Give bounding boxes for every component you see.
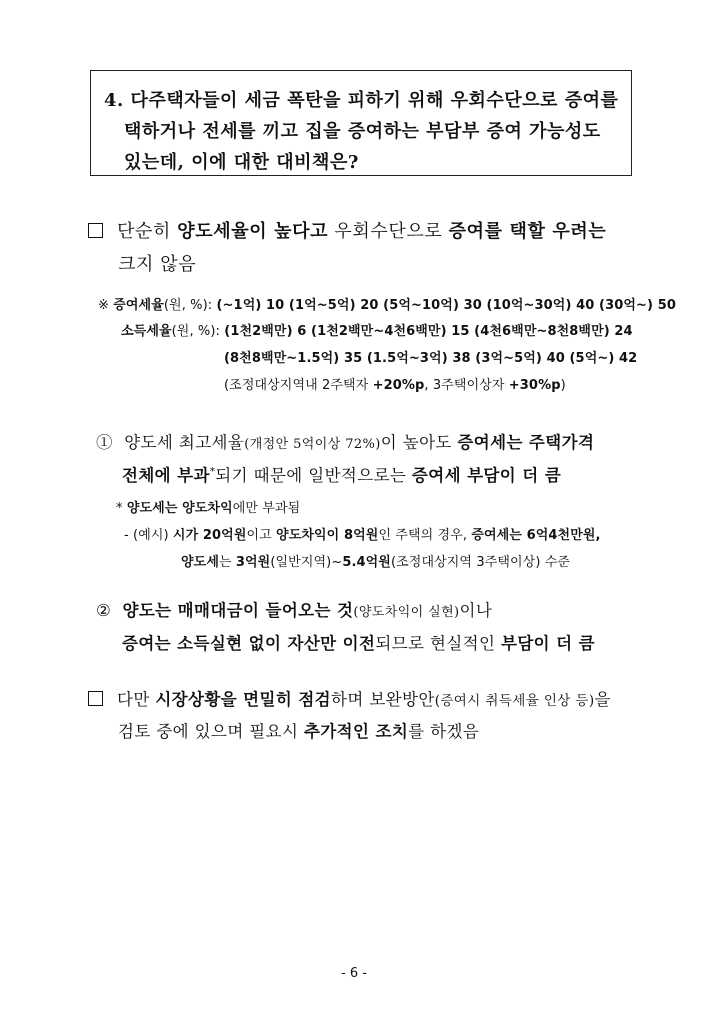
checkbox-square-icon [88, 691, 103, 706]
gift-tax-rates: ※ 증여세율(원, %): (~1억) 10 (1억~5억) 20 (5억~10억) 30 (10억~30억) 40 (30억~) 50 [98, 298, 676, 313]
item2-line-1: ② 양도는 매매대금이 들어오는 것(양도차익이 실현)이나 [96, 601, 493, 620]
item1-line-1: ① 양도세 최고세율(개정안 5억이상 72%)이 높아도 증여세는 주택가격 [96, 433, 595, 452]
item1-footnote: * 양도세는 양도차익에만 부과됨 [116, 501, 301, 516]
point2-line-2: 검토 중에 있으며 필요시 추가적인 조치를 하겠음 [118, 722, 480, 741]
question-line-1: 4. 다주택자들이 세금 폭탄을 피하기 위해 우회수단으로 증여를 [104, 90, 619, 111]
item2-line-2: 증여는 소득실현 없이 자산만 이전되므로 현실적인 부담이 더 큼 [122, 634, 595, 653]
item1-example-2: 양도세는 3억원(일반지역)~5.4억원(조정대상지역 3주택이상) 수준 [181, 555, 571, 570]
item2-number: ② [96, 601, 112, 620]
item1-number: ① [96, 433, 113, 452]
point1-line-1: 단순히 양도세율이 높다고 우회수단으로 증여를 택할 우려는 [88, 217, 606, 243]
checkbox-square-icon [88, 223, 103, 238]
question-line-2: 택하거나 전세를 끼고 집을 증여하는 부담부 증여 가능성도 [124, 121, 601, 142]
page-number: - 6 - [341, 966, 367, 981]
income-tax-rates-2: (8천8백만~1.5억) 35 (1.5억~3억) 38 (3억~5억) 40 (5억~) 42 [224, 351, 638, 366]
question-line-3: 있는데, 이에 대한 대비책은? [124, 152, 359, 173]
income-tax-rates-1: 소득세율(원, %): (1천2백만) 6 (1천2백만~4천6백만) 15 (4천6백만~8천8백만) 24 [121, 324, 633, 339]
income-tax-surcharge: (조정대상지역내 2주택자 +20%p, 3주택이상자 +30%p) [224, 378, 566, 393]
point1-line-2: 크지 않음 [118, 254, 197, 275]
item1-line-2: 전체에 부과*되기 때문에 일반적으로는 증여세 부담이 더 큼 [122, 466, 562, 485]
item1-example-1: - (예시) 시가 20억원이고 양도차익이 8억원인 주택의 경우, 증여세는 6억4천만원, [124, 528, 601, 543]
reference-mark: ※ [98, 298, 109, 313]
point2-line-1: 다만 시장상황을 면밀히 점검하며 보완방안(증여시 취득세율 인상 등)을 [88, 686, 611, 710]
